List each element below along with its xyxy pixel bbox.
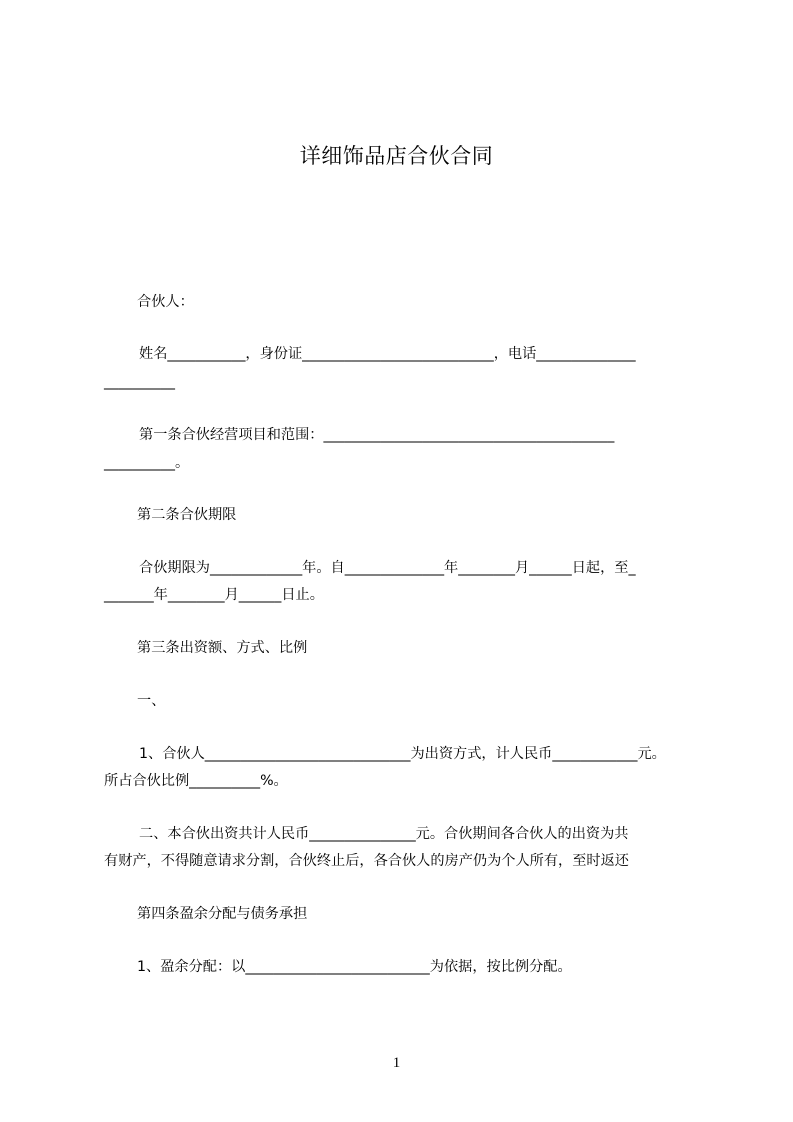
term-continuation: _______年________月______日止。 [104,587,324,603]
document-title: 详细饰品店合伙合同 [299,144,494,168]
section-one-label: 一、 [137,693,166,709]
partner-info-continuation: __________ [104,374,175,390]
article-1-continuation: __________。 [104,455,190,471]
contribution-continuation: 所占合伙比例__________%。 [104,773,288,789]
contribution-line: 1、合伙人_____________________________为出资方式，计人民币____________元。 [139,746,666,762]
partner-info-line: 姓名___________，身份证___________________________，电话______________ [139,346,636,362]
article-1-line: 第一条合伙经营项目和范围：_________________________________________ [139,427,615,443]
partners-heading: 合伙人： [137,294,194,310]
section-two-continuation: 有财产，不得随意请求分割，合伙终止后，各合伙人的房产仍为个人所有，至时返还 [104,853,629,869]
section-two-line: 二、本合伙出资共计人民币_______________元。合伙期间各合伙人的出资为共 [139,826,629,842]
article-4-heading: 第四条盈余分配与债务承担 [137,906,308,922]
profit-distribution-line: 1、盈余分配：以__________________________为依据，按比例分配。 [137,959,572,975]
article-2-heading: 第二条合伙期限 [137,507,237,523]
article-3-heading: 第三条出资额、方式、比例 [137,640,308,656]
term-line: 合伙期限为_____________年。自______________年________月______日起，至_ [139,560,636,576]
page-number: 1 [392,1055,401,1071]
